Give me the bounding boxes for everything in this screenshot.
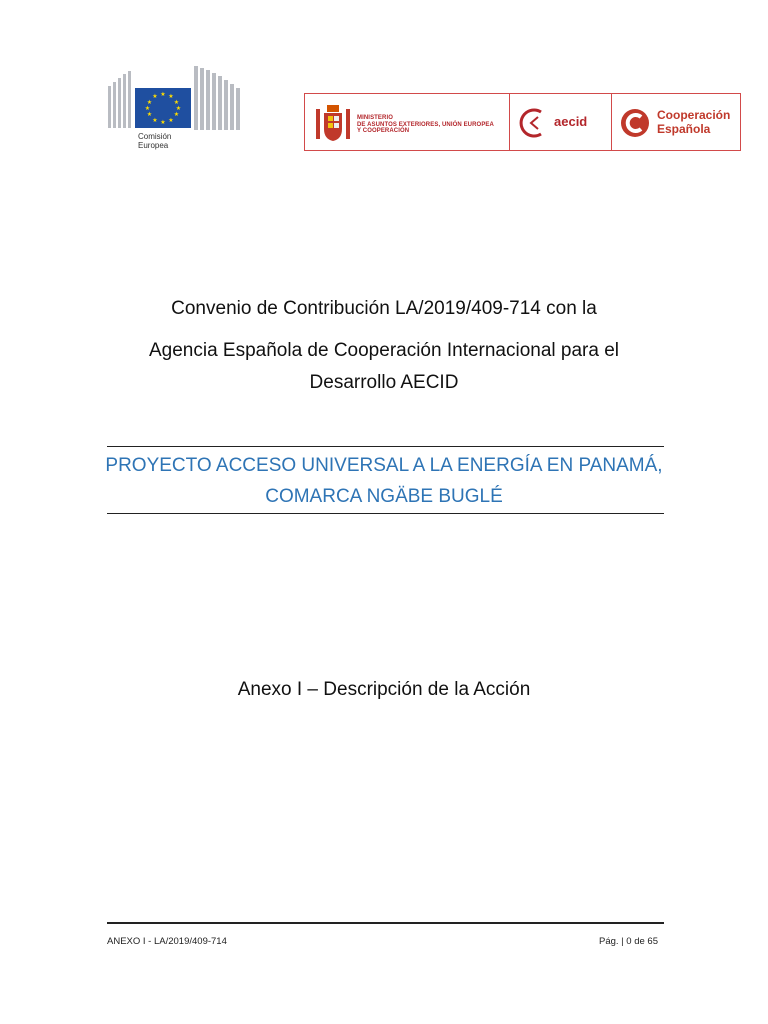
svg-text:★: ★ xyxy=(168,117,174,124)
cooperacion-espanola-label xyxy=(657,108,730,136)
project-title-line-2: COMARCA NGÄBE BUGLÉ xyxy=(265,486,503,507)
svg-text:★: ★ xyxy=(168,93,174,100)
cooperacion-line-1: Cooperación xyxy=(657,108,731,122)
ec-logo-text-line1: Comisión xyxy=(138,132,172,141)
spain-coat-of-arms-icon xyxy=(313,101,353,143)
footer-document-reference: ANEXO I - LA/2019/409-714 xyxy=(107,936,227,947)
footer-rule xyxy=(107,922,664,924)
logo-separator xyxy=(509,94,510,150)
svg-text:★: ★ xyxy=(152,93,158,100)
ec-logo-text-line2: Europea xyxy=(138,141,169,150)
project-bottom-rule xyxy=(107,513,664,514)
svg-text:★: ★ xyxy=(160,119,166,126)
document-title-line-2: Agencia Española de Cooperación Internacional para el xyxy=(148,340,620,361)
svg-text:★: ★ xyxy=(146,99,153,106)
svg-text:★: ★ xyxy=(160,91,166,98)
svg-text:★: ★ xyxy=(175,105,182,112)
project-title-line-1: PROYECTO ACCESO UNIVERSAL A LA ENERGÍA EN PANAMÁ, xyxy=(105,455,663,476)
cooperacion-espanola-emblem-icon xyxy=(619,107,651,139)
ministerio-line-3: Y COOPERACIÓN xyxy=(357,128,410,134)
svg-text:★: ★ xyxy=(173,99,180,106)
aecid-label: aecid xyxy=(554,114,588,129)
footer-page-number: Pág. | 0 de 65 xyxy=(599,936,658,947)
ministerio-line-2: DE ASUNTOS EXTERIORES, UNIÓN EUROPEA xyxy=(357,121,494,128)
project-top-rule xyxy=(107,446,664,447)
document-title-line-3: Desarrollo AECID xyxy=(309,372,459,393)
svg-text:★: ★ xyxy=(152,117,158,124)
aecid-emblem-icon xyxy=(517,106,551,140)
european-commission-logo xyxy=(108,64,242,156)
ministerio-line-1: MINISTERIO xyxy=(357,115,394,121)
svg-text:★: ★ xyxy=(144,105,151,112)
annex-title: Anexo I – Descripción de la Acción xyxy=(237,679,531,700)
ec-building-flag-graphic xyxy=(108,64,242,156)
svg-text:★: ★ xyxy=(146,111,153,118)
logo-separator xyxy=(611,94,612,150)
document-title-line-1: Convenio de Contribución LA/2019/409-714 con la xyxy=(171,298,597,319)
ministerio-label xyxy=(357,115,494,135)
spanish-partners-logo-bar xyxy=(304,93,741,151)
cooperacion-line-2: Española xyxy=(657,122,711,136)
svg-text:★: ★ xyxy=(173,111,180,118)
